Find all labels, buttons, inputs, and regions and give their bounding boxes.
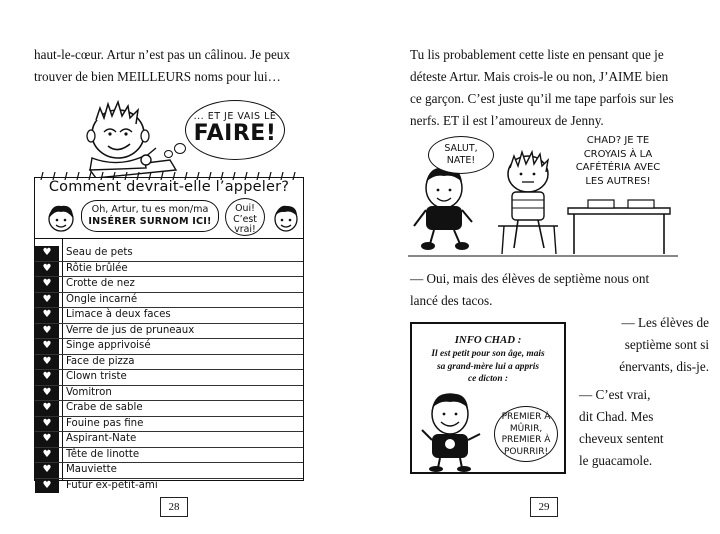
right-paragraph-1: [410, 44, 710, 132]
right-p3-line-2: septième sont si: [624, 337, 709, 352]
bubble-proverb-line-4: POURRIR!: [503, 446, 549, 457]
right-p3-line-1: — Les élèves de: [621, 315, 709, 330]
right-paragraph-2: [410, 268, 710, 312]
heart-icon: ♥: [35, 386, 59, 401]
heart-icon: ♥: [35, 479, 59, 494]
nate-writing-illustration: [60, 98, 180, 180]
artur-face-illustration: [271, 202, 301, 234]
right-p1-line-2: déteste Artur. Mais crois-le ou non, J’AIME bien: [410, 69, 669, 84]
bubble-cafeteria-line-2: CROYAIS À LA: [583, 148, 653, 160]
right-p3-line-3: énervants, dis-je.: [619, 359, 709, 374]
nickname-notebook: [34, 177, 304, 491]
right-paragraph-4: [579, 384, 709, 472]
list-item: ♥ Rôtie brûlée: [35, 262, 303, 278]
heart-icon: ♥: [35, 432, 59, 447]
list-item: ♥ Tête de linotte: [35, 448, 303, 464]
right-p4-line-2: dit Chad. Mes: [579, 409, 654, 424]
list-item: ♥ Limace à deux faces: [35, 308, 303, 324]
bubble-artur-line-1: Oui!: [235, 203, 255, 214]
bubble-artur-line-3: vrai!: [234, 224, 256, 235]
bubble-jenny-line-2: INSÉRER SURNOM ICI!: [88, 216, 212, 227]
heart-icon: ♥: [35, 308, 59, 323]
right-p2-line-2: lancé des tacos.: [410, 293, 493, 308]
page-number-right: 29: [530, 497, 558, 517]
speech-bubble-jenny: [81, 200, 219, 232]
right-p1-line-4: nerfs. ET il est l’amoureux de Jenny.: [410, 113, 604, 128]
bubble-artur-line-2: C’est: [233, 213, 257, 225]
heart-icon: ♥: [35, 262, 59, 277]
list-item: ♥ Seau de pets: [35, 246, 303, 262]
list-item: ♥ Vomitron: [35, 386, 303, 402]
thought-big-text: FAIRE!: [193, 121, 277, 146]
right-p4-line-1: — C’est vrai,: [579, 387, 651, 402]
left-line-2: trouver de bien MEILLEURS noms pour lui…: [34, 69, 281, 84]
right-p1-line-3: ce garçon. C’est juste qu’il me tape parfois sur les: [410, 91, 674, 106]
right-p4-line-3: cheveux sentent: [579, 431, 664, 446]
info-line-3: ce dicton :: [467, 374, 509, 384]
list-item: ♥ Crabe de sable: [35, 401, 303, 417]
right-p4-line-4: le guacamole.: [579, 453, 653, 468]
thought-bubble: [185, 100, 285, 160]
left-line-1: haut-le-cœur. Artur n’est pas un câlinou. Je peux: [34, 47, 290, 62]
info-chad-box: [410, 322, 566, 474]
heart-icon: ♥: [35, 370, 59, 385]
bubble-proverb-line-2: MÛRIR,: [509, 423, 543, 434]
info-line-1: Il est petit pour son âge, mais: [431, 349, 545, 359]
right-p1-line-1: Tu lis probablement cette liste en pensant que je: [410, 47, 664, 62]
bubble-jenny-line-1: Oh, Artur, tu es mon/ma: [91, 204, 209, 215]
info-line-2: sa grand-mère lui a appris: [436, 361, 540, 372]
right-paragraph-3: [579, 312, 709, 378]
bubble-proverb-line-3: PREMIER À: [501, 435, 551, 445]
bubble-salut-line-1: SALUT,: [444, 143, 478, 154]
info-chad-title: INFO CHAD :: [454, 334, 522, 346]
bubble-proverb-line-1: PREMIER À: [501, 412, 551, 422]
heart-icon: ♥: [35, 293, 59, 308]
bubble-cafeteria-line-1: CHAD? JE TE: [586, 135, 650, 146]
thought-cloud-dot-1: [164, 150, 173, 158]
bubble-salut-line-2: NATE!: [446, 155, 476, 166]
bubble-cafeteria-line-4: LES AUTRES!: [585, 175, 651, 187]
nickname-list: [35, 246, 303, 493]
heart-icon: ♥: [35, 324, 59, 339]
info-chad-body: [418, 348, 558, 386]
list-item: ♥ Aspirant-Nate: [35, 432, 303, 448]
thought-small-text: ... ET JE VAIS LE: [193, 111, 277, 122]
speech-bubble-salut: [428, 136, 494, 174]
jenny-face-illustration: [45, 202, 77, 234]
list-item: ♥ Clown triste: [35, 370, 303, 386]
heart-icon: ♥: [35, 417, 59, 432]
list-item: ♥ Singe apprivoisé: [35, 339, 303, 355]
heart-icon: ♥: [35, 246, 59, 261]
heart-icon: ♥: [35, 463, 59, 478]
heart-icon: ♥: [35, 401, 59, 416]
right-p2-line-1: — Oui, mais des élèves de septième nous ont: [410, 271, 650, 286]
list-item: ♥ Face de pizza: [35, 355, 303, 371]
notebook-header: [35, 178, 303, 239]
heart-icon: ♥: [35, 277, 59, 292]
notebook-title: Comment devrait-elle l’appeler?: [48, 179, 290, 195]
list-item: ♥ Mauviette: [35, 463, 303, 479]
speech-bubble-chad-cafeteria: [572, 134, 664, 192]
list-item: ♥ Fouine pas fine: [35, 417, 303, 433]
speech-bubble-artur: [225, 198, 265, 236]
list-item: ♥ Ongle incarné: [35, 293, 303, 309]
thought-cloud-dot-2: [174, 143, 186, 154]
page-number-left: 28: [160, 497, 188, 517]
speech-bubble-proverb: [494, 406, 558, 462]
heart-icon: ♥: [35, 339, 59, 354]
list-item: ♥ Verre de jus de pruneaux: [35, 324, 303, 340]
list-item: ♥ Futur ex-petit-ami: [35, 479, 303, 494]
bubble-cafeteria-line-3: CAFÉTÉRIA AVEC: [575, 162, 661, 173]
list-item: ♥ Crotte de nez: [35, 277, 303, 293]
heart-icon: ♥: [35, 355, 59, 370]
left-paragraph: [34, 44, 320, 88]
heart-icon: ♥: [35, 448, 59, 463]
chad-smiling-illustration: [418, 390, 486, 472]
